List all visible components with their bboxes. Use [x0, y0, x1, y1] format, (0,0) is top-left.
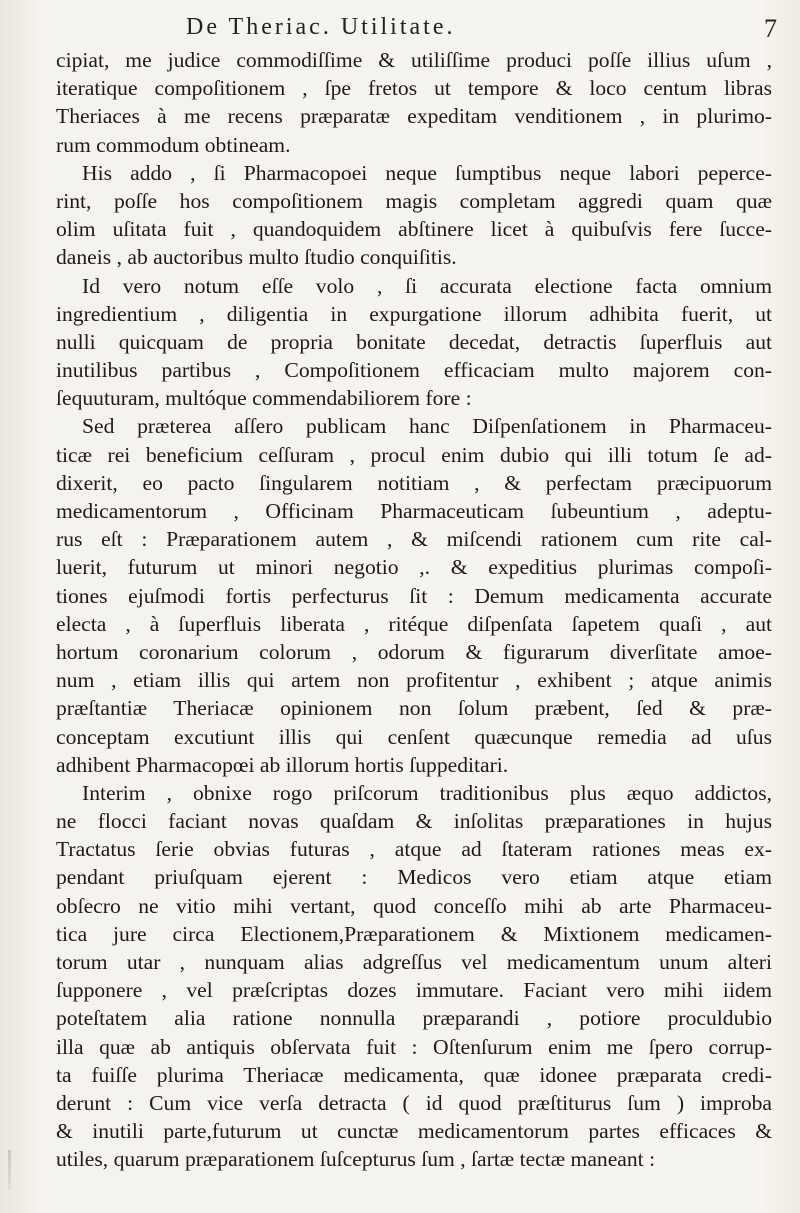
text-line: rum commodum obtineam.	[56, 132, 291, 157]
text-line: conceptam excutiunt illis qui cenſent quæcunque remedia ad uſus	[56, 724, 772, 749]
text-line: Theriaces à me recens præparatæ expeditam venditionem , in plurimo-	[56, 104, 772, 129]
text-line: ſequuturam, multóque commendabiliorem fore :	[56, 386, 472, 411]
text-line: utiles, quarum præparationem ſuſcepturus ſum , ſartæ tectæ maneant :	[56, 1147, 656, 1172]
text-line: ſupponere , vel præſcriptas dozes immutare. Faciant vero mihi iidem	[56, 978, 772, 1003]
text-line: ne flocci faciant novas quaſdam & inſolitas præparationes in hujus	[56, 809, 772, 834]
text-line: Sed præterea aſſero publicam hanc Diſpenſationem in Pharmaceu-	[82, 414, 772, 439]
text-line: olim uſitata fuit , quandoquidem abſtinere licet à quibuſvis fere ſucce-	[56, 217, 772, 242]
text-line: Id vero notum eſſe volo , ſi accurata electione facta omnium	[82, 273, 772, 298]
text-line: His addo , ſi Pharmacopoei neque ſumptibus neque labori peperce-	[82, 160, 772, 185]
text-line: ingredientium , diligentia in expurgatione illorum adhibita fuerit, ut	[56, 301, 772, 326]
text-line: iteratique compoſitionem , ſpe fretos ut tempore & loco centum libras	[56, 76, 772, 101]
text-line: derunt : Cum vice verſa detracta ( id quod præſtiturus ſum ) improba	[56, 1090, 772, 1115]
text-line: luerit, futurum ut minori negotio ,. & expeditius plurimas compoſi-	[56, 555, 772, 580]
text-line: Tractatus ſerie obvias futuras , atque ad ſtateram rationes meas ex-	[56, 837, 772, 862]
text-line: ta fuiſſe plurima Theriacæ medicamenta, quæ idonee præparata credi-	[56, 1062, 772, 1087]
text-line: illa quæ ab antiquis obſervata fuit : Oſtenſurum enim me ſpero corrup-	[56, 1034, 772, 1059]
text-line: tica jure circa Electionem,Præparationem & Mixtionem medicamen-	[56, 921, 772, 946]
running-title: De Theriac. Utilitate.	[186, 14, 456, 40]
text-line: tiones ejuſmodi fortis perfecturus ſit : Demum medicamenta accurate	[56, 583, 772, 608]
text-line: dixerit, eo pacto ſingularem notitiam , & perfectam præcipuorum	[56, 470, 772, 495]
text-line: rint, poſſe hos compoſitionem magis completam aggredi quam quæ	[56, 188, 772, 213]
page-edge-mark	[8, 1150, 11, 1190]
text-line: torum utar , nunquam alias adgreſſus vel medicamentum unum alteri	[56, 950, 772, 974]
body-text	[56, 46, 772, 1174]
running-header	[160, 14, 780, 44]
text-line: ticæ rei beneficium ceſſuram , procul enim dubio qui illi totum ſe ad-	[56, 442, 772, 467]
text-line: daneis , ab auctoribus multo ſtudio conquiſitis.	[56, 245, 457, 270]
text-line: obſecro ne vitio mihi vertant, quod conceſſo mihi ab arte Pharmaceu-	[56, 893, 772, 918]
text-line: electa , à ſuperfluis liberata , ritéque diſpenſata ſapetem quaſi , aut	[56, 611, 772, 636]
page-number: 7	[764, 14, 780, 43]
text-line: adhibent Pharmacopœi ab illorum hortis ſuppeditari.	[56, 752, 509, 777]
text-line: rus eſt : Præparationem autem , & miſcendi rationem cum rite cal-	[56, 527, 772, 552]
text-line: nulli quicquam de propria bonitate decedat, detractis ſuperfluis aut	[56, 329, 772, 354]
text-line: cipiat, me judice commodiſſime & utiliſſime produci poſſe illius uſum ,	[56, 48, 772, 72]
text-line: pendant priuſquam ejerent : Medicos vero etiam atque etiam	[56, 865, 772, 890]
text-line: Interim , obnixe rogo priſcorum traditionibus plus æquo addictos,	[82, 780, 772, 805]
text-line: præſtantiæ Theriacæ opinionem non ſolum præbent, ſed & præ-	[56, 696, 772, 721]
text-line: num , etiam illis qui artem non profitentur , exhibent ; atque animis	[56, 668, 772, 693]
text-line: medicamentorum , Officinam Pharmaceuticam ſubeuntium , adeptu-	[56, 499, 772, 523]
text-line: poteſtatem alia ratione nonnulla præparandi , potiore proculdubio	[56, 1006, 772, 1031]
text-line: & inutili parte,futurum ut cunctæ medicamentorum partes efficaces &	[56, 1119, 772, 1144]
text-line: hortum coronarium colorum , odorum & figurarum diverſitate amoe-	[56, 639, 772, 664]
text-line: inutilibus partibus , Compoſitionem efficaciam multo majorem con-	[56, 358, 772, 383]
